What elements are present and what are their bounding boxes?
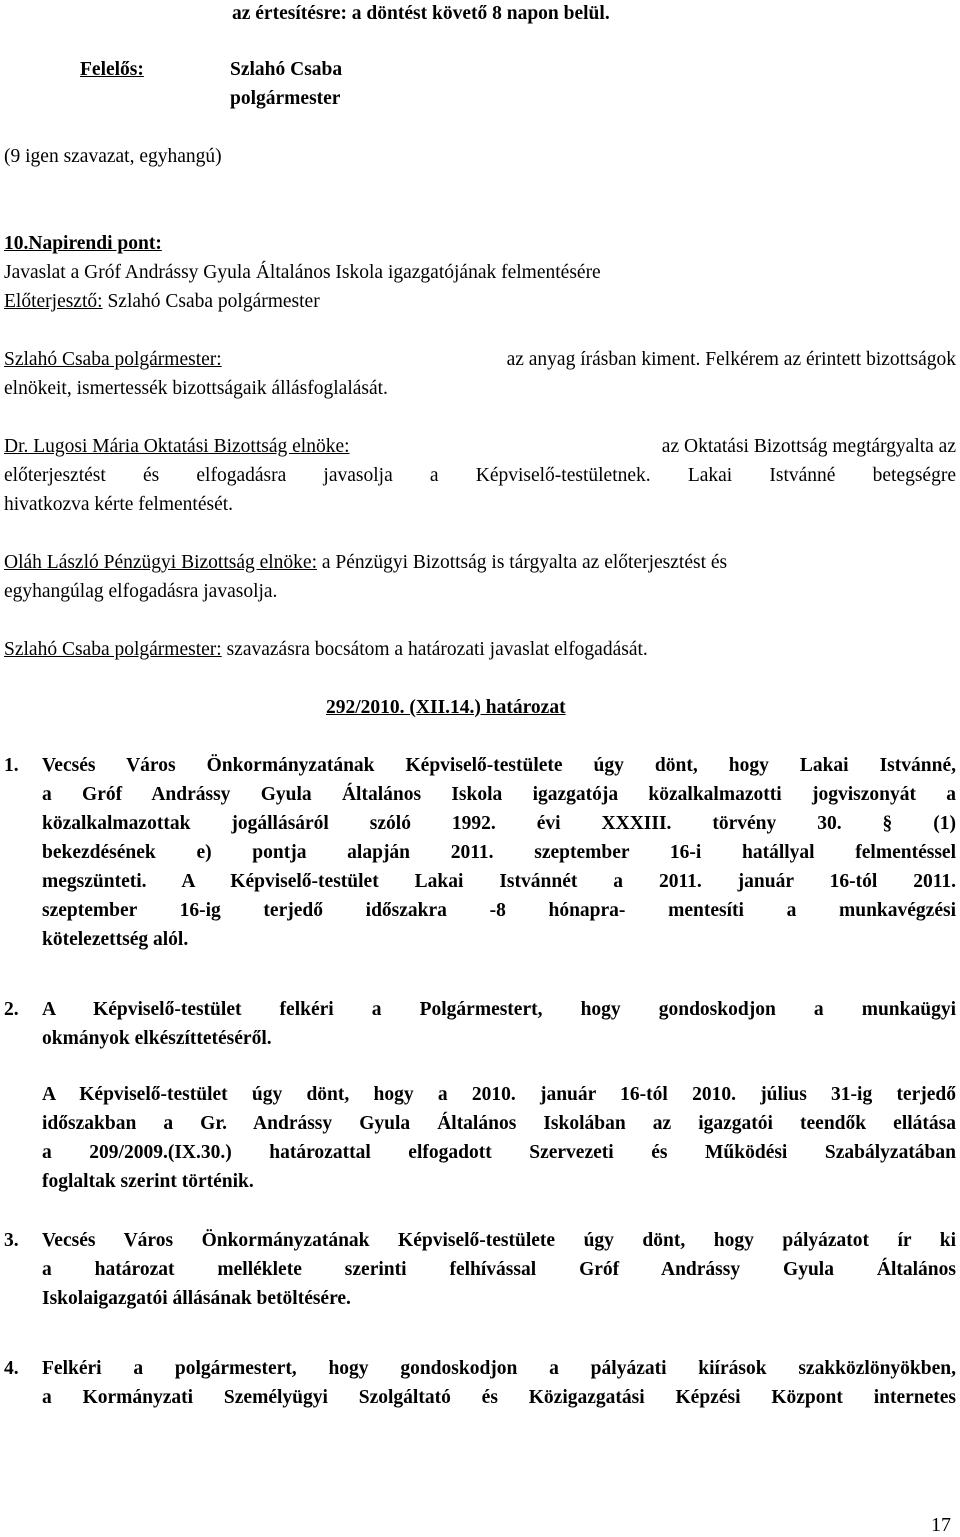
item2-line: A Képviselő-testület felkéri a Polgármestert, hogy gondoskodjon a munkaügyi <box>42 999 956 1020</box>
p4-line <box>4 638 648 662</box>
p2-line1 <box>4 435 956 459</box>
p2-speaker: Dr. Lugosi Mária Oktatási Bizottság elnöke: <box>4 436 350 457</box>
item1-line: megszünteti. A Képviselő-testület Lakai Istvánnét a 2011. január 16-tól 2011. <box>42 871 956 892</box>
responsible-label: Felelős: <box>80 59 144 80</box>
presenter-value: Szlahó Csaba polgármester <box>102 291 320 312</box>
item1-line: bekezdésének e) pontja alapján 2011. szeptember 16-i hatállyal felmentéssel <box>42 842 956 863</box>
item4-line: Felkéri a polgármestert, hogy gondoskodjon a pályázati kiírások szakközlönyökben, <box>42 1358 956 1379</box>
p1-line1 <box>4 348 956 372</box>
p2-line1-text: az Oktatási Bizottság megtárgyalta az <box>661 436 956 457</box>
p3-line2: egyhangúlag elfogadásra javasolja. <box>4 581 278 602</box>
responsible-name: Szlahó Csaba <box>230 59 343 80</box>
p1-line1-text: az anyag írásban kiment. Felkérem az érintett bizottságok <box>506 349 956 370</box>
item1-line: kötelezettség alól. <box>42 929 189 950</box>
item1-number: 1. <box>4 755 19 776</box>
p3-line1 <box>4 551 727 575</box>
agenda-subject: Javaslat a Gróf Andrássy Gyula Általános Iskola igazgatójának felmentésére <box>4 262 601 283</box>
resolution-number: 292/2010. (XII.14.) határozat <box>326 697 566 718</box>
item2b-line: A Képviselő-testület úgy dönt, hogy a 2010. január 16-tól 2010. július 31-ig terjedő <box>42 1084 956 1105</box>
item4-line: a Kormányzati Személyügyi Szolgáltató és Közigazgatási Képzési Központ internetes <box>42 1387 956 1408</box>
item3-number: 3. <box>4 1230 19 1251</box>
p4-speaker: Szlahó Csaba polgármester: <box>4 639 222 660</box>
presenter-label: Előterjesztő: <box>4 291 103 312</box>
item3-line: Vecsés Város Önkormányzatának Képviselő-testülete úgy dönt, hogy pályázatot ír ki <box>42 1230 956 1251</box>
item2-number: 2. <box>4 999 19 1020</box>
p2-line2: előterjesztést és elfogadásra javasolja a Képviselő-testületnek. Lakai Istvánné betegségre <box>4 465 956 486</box>
p3-speaker: Oláh László Pénzügyi Bizottság elnöke: <box>4 552 318 573</box>
item2-line: okmányok elkészíttetéséről. <box>42 1028 272 1049</box>
deadline-line: az értesítésre: a döntést követő 8 napon belül. <box>232 3 610 24</box>
p3-line1-text: a Pénzügyi Bizottság is tárgyalta az előterjesztést és <box>317 552 728 573</box>
p4-text: szavazásra bocsátom a határozati javaslat elfogadását. <box>221 639 648 660</box>
p1-speaker: Szlahó Csaba polgármester: <box>4 349 222 370</box>
item2b-line: foglaltak szerint történik. <box>42 1171 254 1192</box>
item1-line: a Gróf Andrássy Gyula Általános Iskola igazgatója közalkalmazotti jogviszonyát a <box>42 784 956 805</box>
item2b-line: időszakban a Gr. Andrássy Gyula Általános Iskolában az igazgatói teendők ellátása <box>42 1113 956 1134</box>
page-number: 17 <box>931 1514 951 1536</box>
agenda-heading: 10.Napirendi pont: <box>4 233 162 254</box>
vote-result: (9 igen szavazat, egyhangú) <box>4 146 222 167</box>
item3-line: Iskolaigazgatói állásának betöltésére. <box>42 1288 351 1309</box>
p1-line2: elnökeit, ismertessék bizottságaik állásfoglalását. <box>4 378 388 399</box>
p2-line3: hivatkozva kérte felmentését. <box>4 494 234 515</box>
responsible-title: polgármester <box>230 88 341 109</box>
item1-line: szeptember 16-ig terjedő időszakra -8 hónapra- mentesíti a munkavégzési <box>42 900 956 921</box>
item1-line: Vecsés Város Önkormányzatának Képviselő-testülete úgy dönt, hogy Lakai Istvánné, <box>42 755 956 776</box>
item3-line: a határozat melléklete szerinti felhívással Gróf Andrássy Gyula Általános <box>42 1259 956 1280</box>
item1-line: közalkalmazottak jogállásáról szóló 1992. évi XXXIII. törvény 30. § (1) <box>42 813 956 834</box>
item2b-line: a 209/2009.(IX.30.) határozattal elfogadott Szervezeti és Működési Szabályzatában <box>42 1142 956 1163</box>
agenda-presenter <box>4 290 320 314</box>
item4-number: 4. <box>4 1358 19 1379</box>
